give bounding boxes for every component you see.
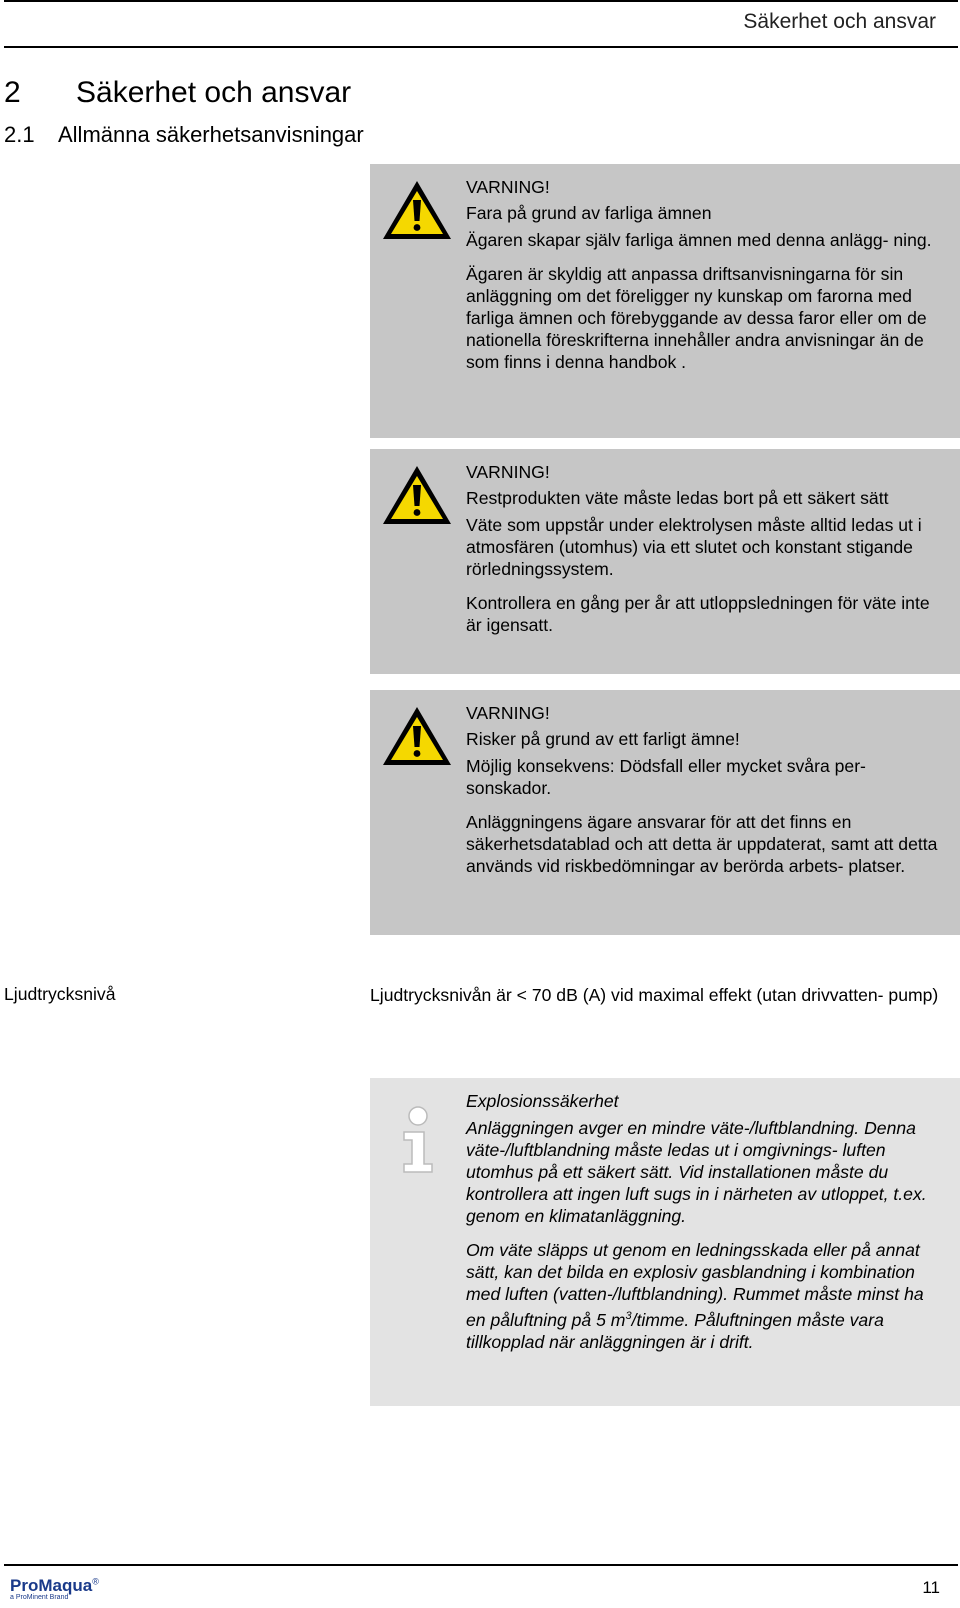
warning-text: Anläggningens ägare ansvarar för att det finns en säkerhetsdatablad och att detta är uppdaterat, samt att detta används vid riskbedömningar av berörda arbets- platser. bbox=[466, 812, 938, 876]
warning-signal-word: VARNING! bbox=[466, 177, 550, 197]
warning-title: Risker på grund av ett farligt ämne! bbox=[466, 729, 740, 749]
info-text: Anläggningen avger en mindre väte-/luftblandning. Denna väte-/luftblandning måste ledas ut i omgivnings- luften utomhus på ett säkert sätt. Vid installationen måste du kontrollera att ingen luft sugs in i närheten av utloppet, t.ex. genom en klimatanläggning. bbox=[466, 1118, 927, 1226]
chapter-heading bbox=[4, 76, 351, 110]
info-i-icon bbox=[398, 1106, 438, 1176]
warning-box-1 bbox=[370, 164, 960, 438]
warning-signal-word: VARNING! bbox=[466, 462, 550, 482]
info-text-part: /timme. Påluftningen måste vara tillkopplad när anläggningen är i drift. bbox=[466, 1309, 884, 1352]
page-number: 11 bbox=[922, 1578, 940, 1597]
warning-signal-word: VARNING! bbox=[466, 703, 550, 723]
footer-rule bbox=[4, 1564, 958, 1566]
section-heading bbox=[4, 122, 364, 148]
warning-triangle-icon bbox=[380, 178, 454, 242]
header-underline bbox=[4, 46, 958, 48]
warning-text: Ägaren är skyldig att anpassa driftsanvisningarna för sin anläggning om det föreligger ny kunskap om farorna med farliga ämnen och förebyggande av dessa faror eller om de nationella föreskrifterna innehåller andra anvisningar än de som finns i denna handbok . bbox=[466, 264, 927, 372]
chapter-number: 2 bbox=[4, 76, 21, 109]
warning-text: Kontrollera en gång per år att utloppsledningen för väte inte är igensatt. bbox=[466, 593, 930, 635]
promaqua-logo bbox=[10, 1576, 99, 1601]
info-title: Explosionssäkerhet bbox=[466, 1091, 619, 1111]
sound-level-text: Ljudtrycksnivån är < 70 dB (A) vid maximal effekt (utan drivvatten- pump) bbox=[370, 985, 939, 1005]
header-rule bbox=[4, 0, 958, 2]
warning-triangle-icon bbox=[380, 463, 454, 527]
info-text-part: Om väte släpps ut genom en ledningsskada eller på annat sätt, kan det bilda en explosiv gasblandning i kombination med luften (vatten-/luftblandning). Rummet måste minst ha en påluftning på 5 m bbox=[466, 1240, 924, 1330]
logo-subline: a ProMinent Brand bbox=[10, 1594, 69, 1601]
section-title: Allmänna säkerhetsanvisningar bbox=[58, 122, 364, 147]
sound-level-label: Ljudtrycksnivå bbox=[4, 984, 116, 1004]
superscript-three: 3 bbox=[625, 1310, 632, 1322]
warning-box-3 bbox=[370, 690, 960, 935]
logo-brand: ProMaqua bbox=[10, 1576, 93, 1595]
warning-text: Ägaren skapar själv farliga ämnen med denna anlägg- ning. bbox=[466, 230, 932, 250]
warning-box-2 bbox=[370, 449, 960, 674]
info-box bbox=[370, 1078, 960, 1406]
warning-triangle-icon bbox=[380, 704, 454, 768]
section-number: 2.1 bbox=[4, 122, 35, 147]
chapter-title: Säkerhet och ansvar bbox=[76, 76, 352, 109]
logo-registered: ® bbox=[92, 1576, 99, 1587]
running-header: Säkerhet och ansvar bbox=[743, 10, 936, 33]
warning-text: Väte som uppstår under elektrolysen måste alltid ledas ut i atmosfären (utomhus) via ett slutet och konstant stigande rörledningssystem. bbox=[466, 515, 922, 579]
warning-text: Möjlig konsekvens: Dödsfall eller mycket svåra per- sonskador. bbox=[466, 756, 866, 798]
warning-title: Restprodukten väte måste ledas bort på ett säkert sätt bbox=[466, 488, 889, 508]
warning-title: Fara på grund av farliga ämnen bbox=[466, 203, 712, 223]
info-text bbox=[466, 1239, 946, 1353]
